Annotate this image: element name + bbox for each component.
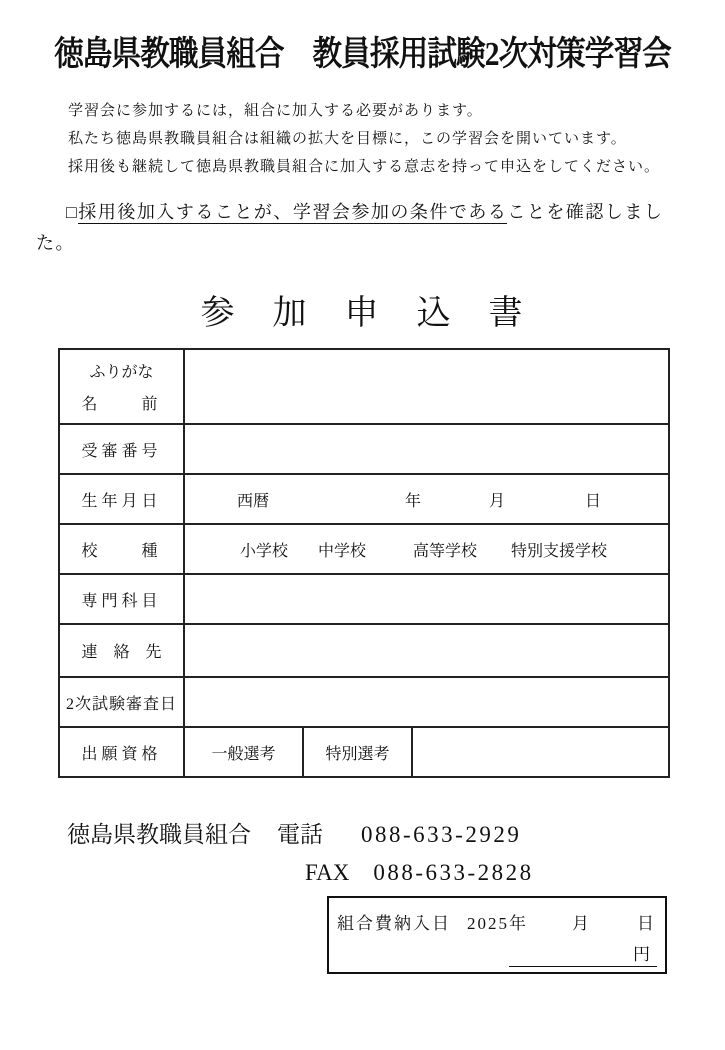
eligibility-empty-cell[interactable] (412, 727, 669, 777)
table-row-name (59, 349, 669, 424)
tel-number: 088-633-2929 (361, 822, 522, 847)
union-dues-box (327, 896, 667, 974)
dues-label: 組合費納入日 (337, 914, 451, 933)
confirmation-statement (36, 197, 676, 259)
dues-amount-blank[interactable] (509, 940, 657, 967)
eligibility-label: 出願資格 (59, 727, 184, 777)
contact-input-cell[interactable] (184, 624, 669, 677)
table-row-exam-date (59, 677, 669, 727)
tel-label: 電話 (277, 822, 323, 847)
application-form-page (0, 26, 725, 1050)
school-type-options-cell (184, 524, 669, 574)
contact-block (67, 816, 725, 892)
table-row-school-type (59, 524, 669, 574)
contact-label: 連 絡 先 (59, 624, 184, 677)
option-junior-high[interactable]: 中学校 (318, 542, 367, 560)
document-header (0, 26, 725, 75)
checkbox-icon[interactable]: □ (66, 202, 79, 222)
birthdate-label: 生年月日 (59, 474, 184, 524)
fax-label: FAX (305, 860, 350, 885)
form-title: 参 加 申 込 書 (200, 295, 525, 332)
exam-date-label: 2次試験審査日 (59, 677, 184, 727)
dues-year: 2025年 (467, 914, 528, 933)
option-special-support[interactable]: 特別支援学校 (511, 542, 608, 560)
month-label: 月 (489, 492, 506, 510)
table-row-eligibility (59, 727, 669, 777)
dues-date-line (337, 909, 657, 934)
contact-fax-line (305, 854, 725, 892)
era-label: 西暦 (237, 492, 270, 510)
intro-line: 学習会に参加するには，組合に加入する必要があります。 (68, 103, 483, 119)
contact-tel-line (67, 816, 725, 854)
table-row-contact (59, 624, 669, 677)
confirmation-rest-text: ことを確認しました。 (36, 202, 664, 253)
intro-line: 私たち徳島県教職員組合は組織の拡大を目標に，この学習会を開いています。 (68, 131, 627, 147)
application-table (58, 348, 670, 778)
table-row-specialty (59, 574, 669, 624)
day-label: 日 (585, 492, 602, 510)
intro-line: 採用後も継続して徳島県教職員組合に加入する意志を持って申込をしてください。 (68, 159, 661, 175)
birthdate-input-cell[interactable] (184, 474, 669, 524)
name-label: 名 前 (81, 396, 162, 413)
specialty-input-cell[interactable] (184, 574, 669, 624)
intro-paragraph (68, 97, 725, 181)
choice-general-selection[interactable]: 一般選考 (184, 727, 303, 777)
dues-day: 日 (637, 914, 656, 933)
choice-special-selection[interactable]: 特別選考 (303, 727, 412, 777)
table-row-exam-number (59, 424, 669, 474)
specialty-label: 専門科目 (59, 574, 184, 624)
dues-month: 月 (572, 914, 591, 933)
table-row-birthdate (59, 474, 669, 524)
confirmation-underlined-text: 採用後加入することが、学習会参加の条件である (78, 202, 508, 222)
school-type-label: 校 種 (59, 524, 184, 574)
name-label-cell (59, 349, 184, 424)
exam-number-input-cell[interactable] (184, 424, 669, 474)
yen-unit-label: 円 (633, 945, 651, 964)
option-elementary[interactable]: 小学校 (240, 542, 289, 560)
furigana-label: ふりがな (89, 364, 154, 381)
fax-number: 088-633-2828 (373, 860, 534, 885)
document-title: 徳島県教職員組合 教員採用試験2次対策学習会 (54, 36, 671, 73)
year-label: 年 (405, 492, 422, 510)
org-name: 徳島県教職員組合 (67, 822, 251, 847)
option-high-school[interactable]: 高等学校 (413, 542, 478, 560)
name-input-cell[interactable] (184, 349, 669, 424)
exam-date-input-cell[interactable] (184, 677, 669, 727)
exam-number-label: 受審番号 (59, 424, 184, 474)
